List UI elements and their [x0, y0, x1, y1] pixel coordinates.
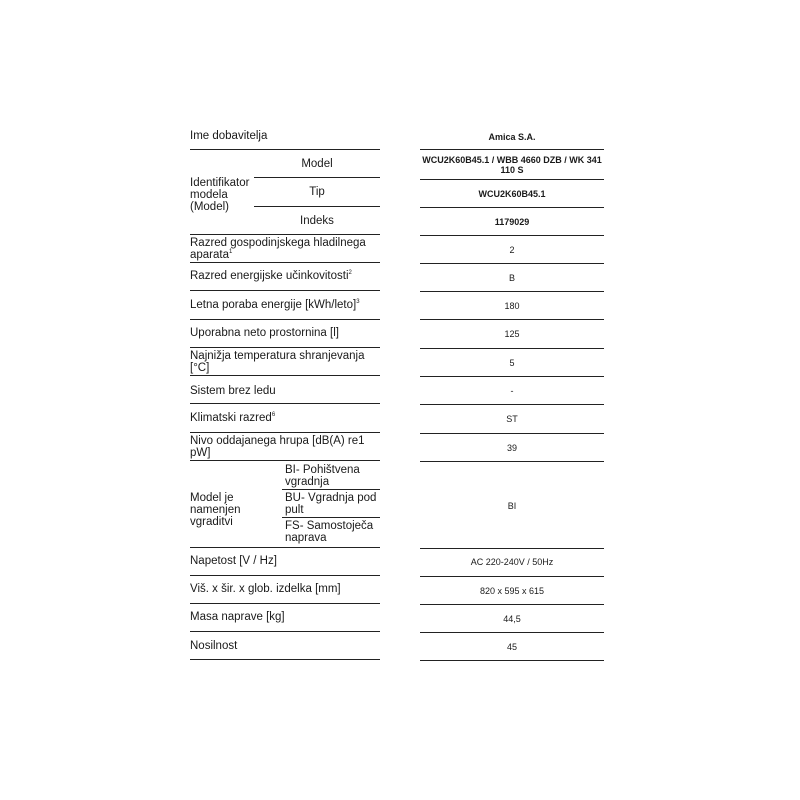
climate-class-label: Klimatski razred$^6$	[190, 412, 276, 424]
divider	[420, 207, 604, 208]
divider	[420, 149, 604, 150]
index-value: 1179029	[494, 217, 530, 227]
index-label: Indeks	[300, 215, 334, 227]
annual-energy-value: 180	[504, 301, 520, 311]
frost-free-value: -	[510, 386, 514, 396]
divider	[420, 461, 604, 462]
divider	[420, 576, 604, 577]
installation-value: BI	[507, 501, 517, 511]
divider	[190, 290, 380, 291]
divider	[420, 548, 604, 549]
supplier-label: Ime dobavitelja	[190, 130, 268, 142]
divider	[190, 659, 380, 660]
divider	[420, 604, 604, 605]
divider	[190, 375, 380, 376]
mass-value: 44,5	[503, 614, 521, 624]
divider	[420, 179, 604, 180]
divider	[420, 632, 604, 633]
divider	[190, 403, 380, 404]
min-temp-value: 5	[509, 358, 515, 368]
divider	[282, 517, 380, 518]
divider	[420, 433, 604, 434]
supplier-value: Amica S.A.	[488, 132, 536, 142]
divider	[420, 404, 604, 405]
energy-class-label: Razred energijske učinkovitosti$^2$	[190, 270, 352, 282]
divider	[190, 234, 380, 235]
energy-class-value: B	[508, 273, 515, 283]
load-capacity-label: Nosilnost	[190, 640, 238, 652]
appliance-class-value: 2	[509, 245, 515, 255]
net-volume-value: 125	[504, 329, 520, 339]
voltage-label: Napetost [V / Hz]	[190, 555, 277, 567]
divider	[420, 348, 604, 349]
identifier-group-label: Identifikator modela (Model)	[190, 177, 250, 213]
type-value: WCU2K60B45.1	[478, 189, 546, 199]
divider	[190, 149, 380, 150]
noise-value: 39	[506, 443, 517, 453]
mass-label: Masa naprave [kg]	[190, 611, 285, 623]
divider	[282, 489, 380, 490]
installation-option-fs: FS- Samostoječa naprava	[285, 520, 374, 544]
voltage-value: AC 220-240V / 50Hz	[470, 557, 554, 567]
installation-option-bu: BU- Vgradnja pod pult	[285, 492, 377, 516]
dimensions-label: Viš. x šir. x glob. izdelka [mm]	[190, 583, 341, 595]
divider	[254, 206, 380, 207]
divider	[190, 319, 380, 320]
divider	[254, 177, 380, 178]
model-value: WCU2K60B45.1 / WBB 4660 DZB / WK 341 110 S	[422, 155, 602, 175]
divider	[420, 660, 604, 661]
net-volume-label: Uporabna neto prostornina [l]	[190, 327, 339, 339]
min-temp-label: Najnižja temperatura shranjevanja [°C]	[190, 350, 365, 374]
divider	[190, 603, 380, 604]
load-capacity-value: 45	[506, 642, 517, 652]
divider	[420, 376, 604, 377]
divider	[190, 460, 380, 461]
divider	[190, 347, 380, 348]
divider	[190, 547, 380, 548]
dimensions-value: 820 x 595 x 615	[479, 586, 545, 596]
divider	[420, 291, 604, 292]
climate-class-value: ST	[506, 414, 518, 424]
noise-label: Nivo oddajanega hrupa [dB(A) re1 pW]	[190, 435, 365, 459]
appliance-class-label: Razred gospodinjskega hladilnega aparata$^1$	[190, 237, 366, 261]
installation-option-bi: BI- Pohištvena vgradnja	[285, 464, 360, 488]
model-label: Model	[301, 158, 333, 170]
annual-energy-label: Letna poraba energije [kWh/leto]$^3$	[190, 299, 360, 311]
frost-free-label: Sistem brez ledu	[190, 385, 276, 397]
divider	[190, 631, 380, 632]
installation-group-label: Model je namenjen vgraditvi	[190, 492, 241, 528]
divider	[420, 263, 604, 264]
divider	[420, 319, 604, 320]
type-label: Tip	[309, 186, 325, 198]
divider	[190, 575, 380, 576]
divider	[420, 235, 604, 236]
divider	[190, 262, 380, 263]
divider	[190, 432, 380, 433]
